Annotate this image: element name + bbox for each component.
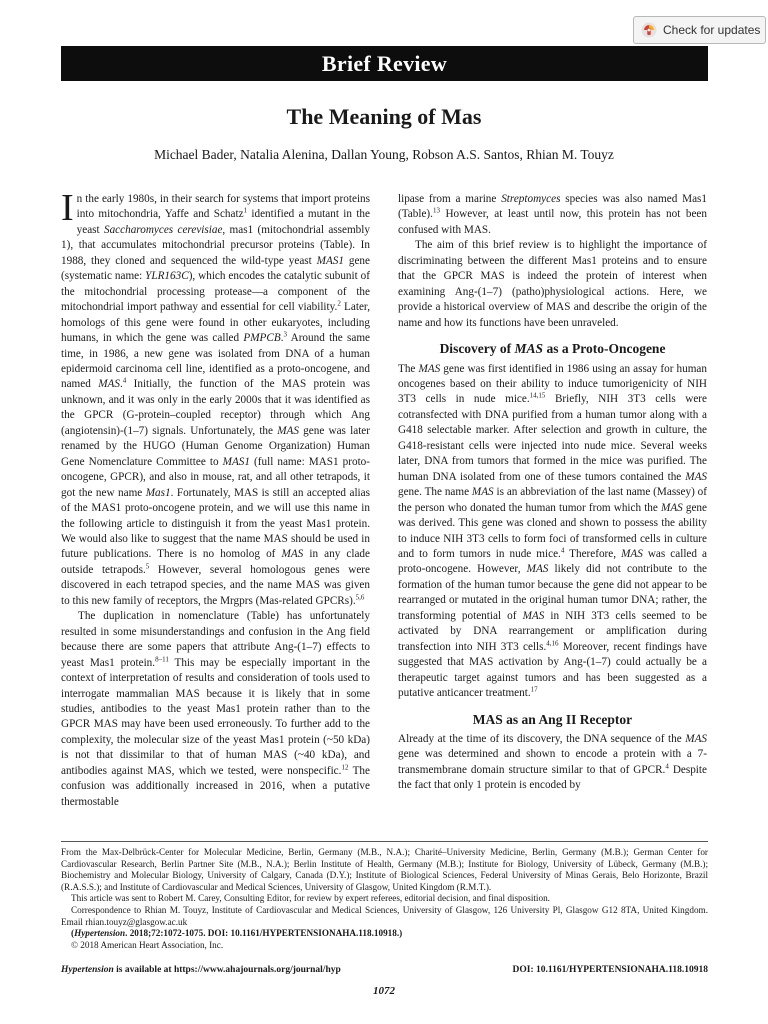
body-paragraph: The duplication in nomenclature (Table) has unfortunately resulted in some misunderstandings and confusion in the Ang field because there are some papers that attribute Ang-(1–7) effects to yeast Mas1 protein.$^{8-11}$ This may be especially important in the context of interpretation of results and consideration of tools used to interrogate mammalian MAS because it is likely that in some studies, antibodies to the yeast Mas1 protein rather than to the GPCR MAS may have been used erroneously. To further add to the complexity, the molecular size of the yeast Mas1 protein (~50 kDa) is not that dissimilar to that of human MAS (~40 kDa), and antibodies against MAS, which we tested, were nonspecific.$^{12}$ The confusion was additionally increased in 2016, when a putative thermostable — [61, 610, 370, 808]
body-paragraph: lipase from a marine Streptomyces species was also named Mas1 (Table).$^{13}$ However, at least until now, this protein has not been confused with MAS. — [398, 193, 707, 236]
journal-footer — [61, 965, 708, 975]
footnote-divider — [61, 841, 708, 842]
article-type-banner: Brief Review — [61, 46, 708, 81]
journal-availability[interactable]: Hypertension is available at https://www.ahajournals.org/journal/hyp — [61, 965, 341, 975]
footnote-line: © 2018 American Heart Association, Inc. — [71, 939, 224, 950]
section-heading: Discovery of MAS as a Proto-Oncogene — [439, 341, 666, 357]
check-for-updates-label: Check for updates — [663, 23, 761, 37]
body-paragraph: The MAS gene was first identified in 1986 using an assay for human oncogenes based on their ability to induce tumorigenicity of NIH 3T3 cells in nude mice.$^{14,15}$ Briefly, NIH 3T3 cells were cotransfected with DNA purified from a human tumor along with a G418 selectable marker. After selection and growth in culture, the G418-resistant cells were injected into nude mice. Several weeks later, DNA from tumors that formed in the mice was purified. The human DNA isolated from one of these tumors contained the MAS gene. The name MAS is an abbreviation of the last name (Massey) of the person who donated the human tumor from which the MAS gene was derived. This gene was cloned and shown to possess the ability to induce NIH 3T3 cells to form foci of transformed cells in culture and to form tumors in nude mice.$^4$ Therefore, MAS was called a proto-oncogene. However, MAS likely did not contribute to the formation of the human tumor because the gene did not appear to be rearranged or mutated in the original human tumor DNA; rather, the transforming potential of MAS in NIH 3T3 cells seemed to be activated by DNA rearrangement or amplification during transfection into NIH 3T3 cells.$^{4,16}$ Moreover, recent findings have suggested that MAS activation by Ang-(1–7) could actually be a therapeutic target against tumors and has been suggested as a putative anticancer treatment.$^{17}$ — [398, 362, 708, 700]
footnote-line: This article was sent to Robert M. Carey, Consulting Editor, for review by expert referees, editorial decision, and final disposition. — [71, 893, 550, 904]
body-paragraph: The aim of this brief review is to highlight the importance of discriminating between the different Mas1 proteins and to ensure that the GPCR MAS is indeed the protein of interest when examining Ang-(1–7) (patho)physiological actions. Here, we provide a historical overview of MAS and describe the origin of the name and how its functions have been unraveled. — [398, 239, 707, 329]
body-paragraph: Already at the time of its discovery, the DNA sequence of the MAS gene was determined and shown to encode a protein with a 7-transmembrane domain structure similar to that of GPCR.$^4$ Despite the fact that only 1 protein is encoded by — [398, 732, 707, 792]
section-heading: MAS as an Ang II Receptor — [472, 711, 633, 727]
article-title: The Meaning of Mas — [286, 104, 482, 129]
body-column-left — [61, 187, 371, 810]
check-updates-icon — [641, 22, 657, 38]
body-column-right — [398, 192, 707, 794]
footnote-line: (Hypertension. 2018;72:1072-1075. DOI: 10.1161/HYPERTENSIONAHA.118.10918.) — [71, 928, 403, 939]
check-for-updates-button[interactable] — [633, 16, 766, 44]
footnote-line: From the Max-Delbrück-Center for Molecular Medicine, Berlin, Germany (M.B., N.A.); Charité–University Medicine, Berlin, Germany (M.B.); German Center for Cardiovascular Research, Berlin Partner Site (M.B., N.A.); Berlin Institute of Health, Germany (M.B.); Institute for Biology, University of Lübeck, Germany (M.B.); Biochemistry and Molecular Biology, University of Calgary, Canada (D.Y.); Institute of Biological Sciences, Federal University of Minas Gerais, Belo Horizonte, Brazil (R.A.S.S.); and Institute of Cardiovascular and Medical Sciences, University of Glasgow, United Kingdom (R.M.T.). — [61, 847, 708, 892]
doi-link[interactable]: DOI: 10.1161/HYPERTENSIONAHA.118.10918 — [512, 965, 708, 975]
footnote-line: Correspondence to Rhian M. Touyz, Institute of Cardiovascular and Medical Sciences, University of Glasgow, 126 University Pl, Glasgow G12 8TA, United Kingdom. Email rhian.touyz@glasgow.ac.uk — [61, 904, 708, 927]
page-number: 1072 — [373, 985, 395, 997]
affiliations-footnote — [61, 847, 708, 951]
drop-cap: I — [61, 187, 74, 229]
body-paragraph: In the early 1980s, in their search for systems that import proteins into mitochondria, Yaffe and Schatz$^1$ identified a mutant in the yeast Saccharomyces cerevisiae, mas1 (mitochondrial assembly 1), that accumulates mitochondrial precursor proteins (Table). In 1988, they cloned and sequenced the wild-type yeast MAS1 gene (systematic name: YLR163C), which encodes the catalytic subunit of the mitochondrial processing protease—a component of the mitochondrial import pathway and essential for cell viability.$^2$ Later, homologs of this gene were found in other eukaryotes, including humans, in which the gene was called PMPCB.$^3$ Around the same time, in 1986, a new gene was isolated from DNA of a human epidermoid carcinoma cell line, identified as a proto-oncogene, and named MAS.$^4$ Initially, the function of the MAS protein was unknown, and it was only in the early 2000s that it was identified as the GPCR (G-protein–coupled receptor) through which Ang (angiotensin)-(1–7) signals. Unfortunately, the MAS gene was later renamed by the HUGO (Human Genome Organization) Human Gene Nomenclature Committee to MAS1 (full name: MAS1 proto-oncogene, GPCR), and also in mouse, rat, and all other tetrapods, it got the new name Mas1. Fortunately, MAS is still an accepted alias of the MAS1 proto-oncogene protein, and we will use this name in the following article to distinguish it from the yeast Mas1 protein. We would also like to suggest that the name MAS should be used in future publications. There is no homolog of MAS in any clade outside tetrapods.$^5$ However, several homologous genes were discovered in each tetrapod species, and the name MAS was given to this new family of receptors, the Mrgprs (Mas-related GPCRs).$^{5,6}$ — [61, 187, 371, 607]
author-list: Michael Bader, Natalia Alenina, Dallan Young, Robson A.S. Santos, Rhian M. Touyz — [154, 147, 614, 162]
